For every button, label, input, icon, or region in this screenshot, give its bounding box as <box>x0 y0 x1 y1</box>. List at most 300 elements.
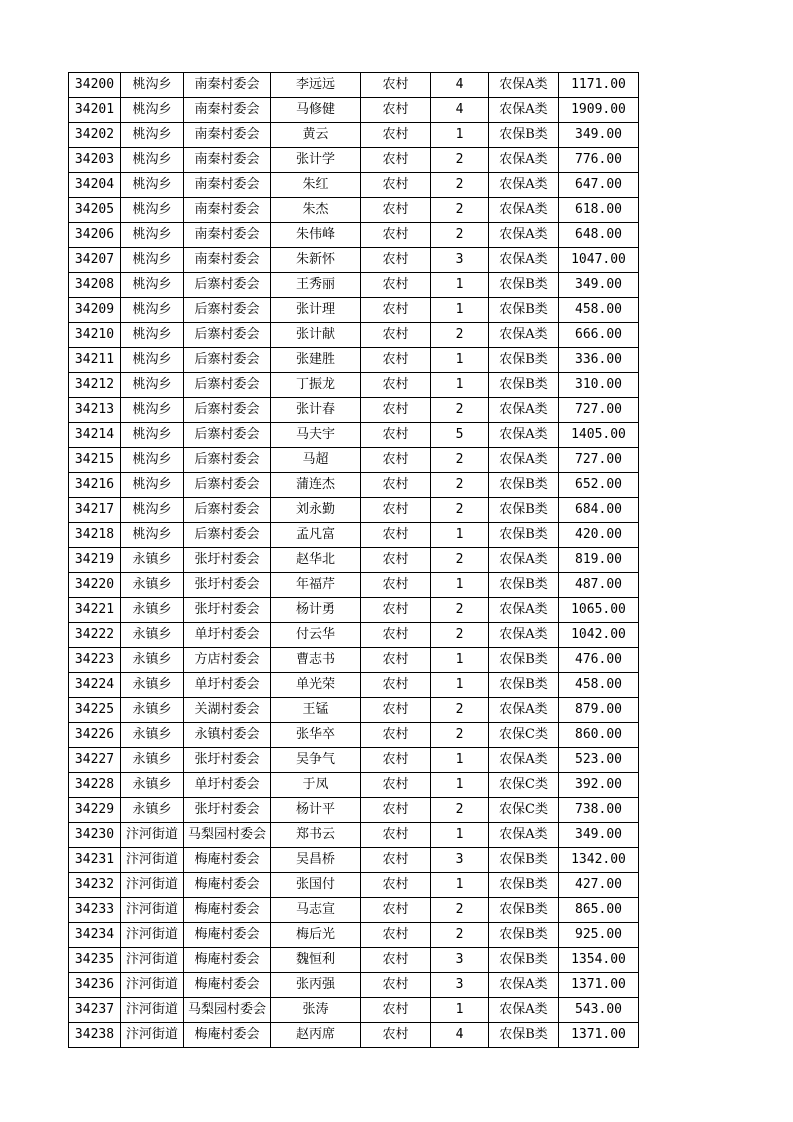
family-count-cell: 2 <box>431 923 489 948</box>
household-type-cell: 农村 <box>361 673 431 698</box>
record-id-cell: 34213 <box>69 398 121 423</box>
township-cell: 永镇乡 <box>121 798 184 823</box>
family-count-cell: 1 <box>431 123 489 148</box>
village-committee-cell: 南秦村委会 <box>184 73 271 98</box>
family-count-cell: 1 <box>431 348 489 373</box>
family-count-cell: 3 <box>431 973 489 998</box>
amount-cell: 618.00 <box>559 198 639 223</box>
person-name-cell: 曹志书 <box>271 648 361 673</box>
household-type-cell: 农村 <box>361 323 431 348</box>
table-row <box>69 123 639 148</box>
amount-cell: 349.00 <box>559 273 639 298</box>
village-committee-cell: 单圩村委会 <box>184 673 271 698</box>
amount-cell: 652.00 <box>559 473 639 498</box>
family-count-cell: 1 <box>431 873 489 898</box>
township-cell: 桃沟乡 <box>121 323 184 348</box>
table-row <box>69 423 639 448</box>
amount-cell: 427.00 <box>559 873 639 898</box>
record-id-cell: 34230 <box>69 823 121 848</box>
family-count-cell: 2 <box>431 148 489 173</box>
person-name-cell: 单光荣 <box>271 673 361 698</box>
amount-cell: 1909.00 <box>559 98 639 123</box>
person-name-cell: 吴昌桥 <box>271 848 361 873</box>
amount-cell: 879.00 <box>559 698 639 723</box>
record-id-cell: 34225 <box>69 698 121 723</box>
village-committee-cell: 后寨村委会 <box>184 498 271 523</box>
table-row <box>69 873 639 898</box>
table-row <box>69 748 639 773</box>
household-type-cell: 农村 <box>361 223 431 248</box>
insurance-category-cell: 农保A类 <box>489 148 559 173</box>
insurance-category-cell: 农保A类 <box>489 73 559 98</box>
township-cell: 桃沟乡 <box>121 423 184 448</box>
person-name-cell: 杨计平 <box>271 798 361 823</box>
village-committee-cell: 后寨村委会 <box>184 323 271 348</box>
township-cell: 永镇乡 <box>121 648 184 673</box>
household-type-cell: 农村 <box>361 173 431 198</box>
township-cell: 桃沟乡 <box>121 523 184 548</box>
person-name-cell: 郑书云 <box>271 823 361 848</box>
household-type-cell: 农村 <box>361 98 431 123</box>
household-type-cell: 农村 <box>361 198 431 223</box>
record-id-cell: 34202 <box>69 123 121 148</box>
table-row <box>69 723 639 748</box>
table-row <box>69 623 639 648</box>
family-count-cell: 1 <box>431 773 489 798</box>
township-cell: 桃沟乡 <box>121 173 184 198</box>
amount-cell: 310.00 <box>559 373 639 398</box>
amount-cell: 1042.00 <box>559 623 639 648</box>
record-id-cell: 34224 <box>69 673 121 698</box>
household-type-cell: 农村 <box>361 523 431 548</box>
household-type-cell: 农村 <box>361 623 431 648</box>
township-cell: 桃沟乡 <box>121 498 184 523</box>
family-count-cell: 2 <box>431 398 489 423</box>
household-type-cell: 农村 <box>361 723 431 748</box>
township-cell: 汴河街道 <box>121 973 184 998</box>
village-committee-cell: 梅庵村委会 <box>184 923 271 948</box>
insurance-category-cell: 农保A类 <box>489 323 559 348</box>
township-cell: 汴河街道 <box>121 923 184 948</box>
family-count-cell: 1 <box>431 998 489 1023</box>
township-cell: 永镇乡 <box>121 723 184 748</box>
family-count-cell: 2 <box>431 798 489 823</box>
record-id-cell: 34200 <box>69 73 121 98</box>
table-row <box>69 98 639 123</box>
record-id-cell: 34234 <box>69 923 121 948</box>
family-count-cell: 2 <box>431 598 489 623</box>
insurance-category-cell: 农保B类 <box>489 523 559 548</box>
amount-cell: 647.00 <box>559 173 639 198</box>
household-type-cell: 农村 <box>361 148 431 173</box>
household-type-cell: 农村 <box>361 698 431 723</box>
village-committee-cell: 永镇村委会 <box>184 723 271 748</box>
amount-cell: 336.00 <box>559 348 639 373</box>
amount-cell: 925.00 <box>559 923 639 948</box>
village-committee-cell: 南秦村委会 <box>184 173 271 198</box>
insurance-category-cell: 农保A类 <box>489 223 559 248</box>
person-name-cell: 孟凡富 <box>271 523 361 548</box>
insurance-category-cell: 农保A类 <box>489 748 559 773</box>
insurance-category-cell: 农保C类 <box>489 723 559 748</box>
family-count-cell: 1 <box>431 273 489 298</box>
table-row <box>69 148 639 173</box>
table-row <box>69 73 639 98</box>
township-cell: 桃沟乡 <box>121 448 184 473</box>
record-id-cell: 34222 <box>69 623 121 648</box>
household-type-cell: 农村 <box>361 848 431 873</box>
family-count-cell: 5 <box>431 423 489 448</box>
family-count-cell: 2 <box>431 198 489 223</box>
township-cell: 桃沟乡 <box>121 148 184 173</box>
amount-cell: 738.00 <box>559 798 639 823</box>
person-name-cell: 蒲连杰 <box>271 473 361 498</box>
table-row <box>69 198 639 223</box>
table-row <box>69 298 639 323</box>
household-type-cell: 农村 <box>361 798 431 823</box>
amount-cell: 1371.00 <box>559 973 639 998</box>
record-id-cell: 34220 <box>69 573 121 598</box>
person-name-cell: 年福芹 <box>271 573 361 598</box>
amount-cell: 543.00 <box>559 998 639 1023</box>
insurance-category-cell: 农保A类 <box>489 548 559 573</box>
township-cell: 永镇乡 <box>121 673 184 698</box>
family-count-cell: 4 <box>431 98 489 123</box>
insurance-category-cell: 农保B类 <box>489 673 559 698</box>
person-name-cell: 魏恒利 <box>271 948 361 973</box>
village-committee-cell: 梅庵村委会 <box>184 848 271 873</box>
table-row <box>69 848 639 873</box>
household-type-cell: 农村 <box>361 898 431 923</box>
village-committee-cell: 梅庵村委会 <box>184 973 271 998</box>
record-id-cell: 34205 <box>69 198 121 223</box>
record-id-cell: 34223 <box>69 648 121 673</box>
insurance-category-cell: 农保B类 <box>489 848 559 873</box>
record-id-cell: 34231 <box>69 848 121 873</box>
village-committee-cell: 梅庵村委会 <box>184 948 271 973</box>
amount-cell: 349.00 <box>559 123 639 148</box>
household-type-cell: 农村 <box>361 73 431 98</box>
township-cell: 汴河街道 <box>121 823 184 848</box>
village-committee-cell: 张圩村委会 <box>184 573 271 598</box>
amount-cell: 1371.00 <box>559 1023 639 1048</box>
household-type-cell: 农村 <box>361 448 431 473</box>
family-count-cell: 2 <box>431 498 489 523</box>
person-name-cell: 张建胜 <box>271 348 361 373</box>
township-cell: 汴河街道 <box>121 873 184 898</box>
village-committee-cell: 后寨村委会 <box>184 423 271 448</box>
record-id-cell: 34209 <box>69 298 121 323</box>
table-row <box>69 598 639 623</box>
person-name-cell: 付云华 <box>271 623 361 648</box>
village-committee-cell: 南秦村委会 <box>184 123 271 148</box>
record-id-cell: 34221 <box>69 598 121 623</box>
family-count-cell: 2 <box>431 723 489 748</box>
household-type-cell: 农村 <box>361 348 431 373</box>
amount-cell: 1047.00 <box>559 248 639 273</box>
township-cell: 桃沟乡 <box>121 348 184 373</box>
family-count-cell: 2 <box>431 623 489 648</box>
family-count-cell: 2 <box>431 548 489 573</box>
amount-cell: 1405.00 <box>559 423 639 448</box>
amount-cell: 1354.00 <box>559 948 639 973</box>
table-row <box>69 673 639 698</box>
record-id-cell: 34228 <box>69 773 121 798</box>
table-row <box>69 498 639 523</box>
insurance-category-cell: 农保B类 <box>489 498 559 523</box>
table-row <box>69 773 639 798</box>
family-count-cell: 1 <box>431 298 489 323</box>
table-row <box>69 398 639 423</box>
amount-cell: 1342.00 <box>559 848 639 873</box>
family-count-cell: 1 <box>431 573 489 598</box>
township-cell: 永镇乡 <box>121 698 184 723</box>
table-row <box>69 448 639 473</box>
household-type-cell: 农村 <box>361 973 431 998</box>
household-type-cell: 农村 <box>361 248 431 273</box>
household-type-cell: 农村 <box>361 598 431 623</box>
township-cell: 汴河街道 <box>121 998 184 1023</box>
record-id-cell: 34236 <box>69 973 121 998</box>
insurance-category-cell: 农保A类 <box>489 173 559 198</box>
record-id-cell: 34201 <box>69 98 121 123</box>
village-committee-cell: 后寨村委会 <box>184 273 271 298</box>
household-type-cell: 农村 <box>361 748 431 773</box>
village-committee-cell: 单圩村委会 <box>184 623 271 648</box>
amount-cell: 349.00 <box>559 823 639 848</box>
insurance-category-cell: 农保B类 <box>489 873 559 898</box>
record-id-cell: 34235 <box>69 948 121 973</box>
amount-cell: 523.00 <box>559 748 639 773</box>
record-id-cell: 34233 <box>69 898 121 923</box>
record-id-cell: 34217 <box>69 498 121 523</box>
insurance-category-cell: 农保B类 <box>489 273 559 298</box>
record-id-cell: 34210 <box>69 323 121 348</box>
table-row <box>69 523 639 548</box>
person-name-cell: 张丙强 <box>271 973 361 998</box>
village-committee-cell: 后寨村委会 <box>184 448 271 473</box>
person-name-cell: 赵华北 <box>271 548 361 573</box>
person-name-cell: 李远远 <box>271 73 361 98</box>
person-name-cell: 刘永勤 <box>271 498 361 523</box>
record-id-cell: 34227 <box>69 748 121 773</box>
person-name-cell: 吴争气 <box>271 748 361 773</box>
household-type-cell: 农村 <box>361 423 431 448</box>
township-cell: 桃沟乡 <box>121 248 184 273</box>
person-name-cell: 朱红 <box>271 173 361 198</box>
village-committee-cell: 梅庵村委会 <box>184 873 271 898</box>
household-type-cell: 农村 <box>361 123 431 148</box>
person-name-cell: 王秀丽 <box>271 273 361 298</box>
person-name-cell: 张计学 <box>271 148 361 173</box>
insurance-category-cell: 农保B类 <box>489 923 559 948</box>
insurance-category-cell: 农保A类 <box>489 598 559 623</box>
household-type-cell: 农村 <box>361 373 431 398</box>
family-count-cell: 3 <box>431 248 489 273</box>
record-id-cell: 34212 <box>69 373 121 398</box>
person-name-cell: 张国付 <box>271 873 361 898</box>
amount-cell: 1065.00 <box>559 598 639 623</box>
record-id-cell: 34211 <box>69 348 121 373</box>
insurance-category-cell: 农保C类 <box>489 798 559 823</box>
insurance-category-cell: 农保B类 <box>489 473 559 498</box>
village-committee-cell: 马梨园村委会 <box>184 998 271 1023</box>
household-type-cell: 农村 <box>361 298 431 323</box>
person-name-cell: 张计春 <box>271 398 361 423</box>
household-type-cell: 农村 <box>361 498 431 523</box>
village-committee-cell: 南秦村委会 <box>184 148 271 173</box>
person-name-cell: 张涛 <box>271 998 361 1023</box>
person-name-cell: 马志宣 <box>271 898 361 923</box>
person-name-cell: 朱杰 <box>271 198 361 223</box>
township-cell: 桃沟乡 <box>121 98 184 123</box>
person-name-cell: 朱新怀 <box>271 248 361 273</box>
household-type-cell: 农村 <box>361 873 431 898</box>
data-table <box>68 72 639 1048</box>
person-name-cell: 梅后光 <box>271 923 361 948</box>
family-count-cell: 1 <box>431 648 489 673</box>
township-cell: 桃沟乡 <box>121 198 184 223</box>
village-committee-cell: 方店村委会 <box>184 648 271 673</box>
table-row <box>69 548 639 573</box>
village-committee-cell: 南秦村委会 <box>184 223 271 248</box>
insurance-category-cell: 农保B类 <box>489 298 559 323</box>
household-type-cell: 农村 <box>361 823 431 848</box>
record-id-cell: 34216 <box>69 473 121 498</box>
amount-cell: 1171.00 <box>559 73 639 98</box>
table-row <box>69 648 639 673</box>
table-row <box>69 173 639 198</box>
amount-cell: 476.00 <box>559 648 639 673</box>
family-count-cell: 3 <box>431 948 489 973</box>
township-cell: 永镇乡 <box>121 623 184 648</box>
record-id-cell: 34218 <box>69 523 121 548</box>
village-committee-cell: 后寨村委会 <box>184 473 271 498</box>
record-id-cell: 34237 <box>69 998 121 1023</box>
family-count-cell: 2 <box>431 448 489 473</box>
insurance-category-cell: 农保A类 <box>489 698 559 723</box>
table-row <box>69 473 639 498</box>
insurance-category-cell: 农保A类 <box>489 98 559 123</box>
table-row <box>69 248 639 273</box>
person-name-cell: 马修健 <box>271 98 361 123</box>
amount-cell: 392.00 <box>559 773 639 798</box>
insurance-category-cell: 农保A类 <box>489 398 559 423</box>
township-cell: 桃沟乡 <box>121 298 184 323</box>
family-count-cell: 2 <box>431 698 489 723</box>
record-id-cell: 34214 <box>69 423 121 448</box>
township-cell: 桃沟乡 <box>121 273 184 298</box>
record-id-cell: 34206 <box>69 223 121 248</box>
person-name-cell: 杨计勇 <box>271 598 361 623</box>
amount-cell: 666.00 <box>559 323 639 348</box>
family-count-cell: 1 <box>431 673 489 698</box>
insurance-category-cell: 农保A类 <box>489 248 559 273</box>
household-type-cell: 农村 <box>361 273 431 298</box>
table-row <box>69 698 639 723</box>
household-type-cell: 农村 <box>361 998 431 1023</box>
table-row <box>69 573 639 598</box>
record-id-cell: 34219 <box>69 548 121 573</box>
village-committee-cell: 张圩村委会 <box>184 598 271 623</box>
person-name-cell: 张华卒 <box>271 723 361 748</box>
insurance-category-cell: 农保B类 <box>489 373 559 398</box>
insurance-category-cell: 农保B类 <box>489 1023 559 1048</box>
household-type-cell: 农村 <box>361 773 431 798</box>
village-committee-cell: 南秦村委会 <box>184 198 271 223</box>
amount-cell: 458.00 <box>559 298 639 323</box>
village-committee-cell: 张圩村委会 <box>184 798 271 823</box>
person-name-cell: 丁振龙 <box>271 373 361 398</box>
person-name-cell: 张计献 <box>271 323 361 348</box>
table-row <box>69 973 639 998</box>
household-type-cell: 农村 <box>361 573 431 598</box>
amount-cell: 727.00 <box>559 398 639 423</box>
township-cell: 永镇乡 <box>121 748 184 773</box>
record-id-cell: 34208 <box>69 273 121 298</box>
insurance-category-cell: 农保A类 <box>489 198 559 223</box>
household-type-cell: 农村 <box>361 948 431 973</box>
township-cell: 汴河街道 <box>121 1023 184 1048</box>
household-type-cell: 农村 <box>361 1023 431 1048</box>
table-row <box>69 373 639 398</box>
insurance-category-cell: 农保A类 <box>489 623 559 648</box>
record-id-cell: 34232 <box>69 873 121 898</box>
family-count-cell: 2 <box>431 898 489 923</box>
family-count-cell: 1 <box>431 523 489 548</box>
village-committee-cell: 马梨园村委会 <box>184 823 271 848</box>
village-committee-cell: 张圩村委会 <box>184 548 271 573</box>
household-type-cell: 农村 <box>361 923 431 948</box>
person-name-cell: 朱伟峰 <box>271 223 361 248</box>
record-id-cell: 34215 <box>69 448 121 473</box>
insurance-category-cell: 农保B类 <box>489 948 559 973</box>
household-type-cell: 农村 <box>361 473 431 498</box>
township-cell: 汴河街道 <box>121 948 184 973</box>
amount-cell: 684.00 <box>559 498 639 523</box>
village-committee-cell: 关湖村委会 <box>184 698 271 723</box>
village-committee-cell: 后寨村委会 <box>184 373 271 398</box>
insurance-category-cell: 农保A类 <box>489 423 559 448</box>
village-committee-cell: 后寨村委会 <box>184 298 271 323</box>
table-row <box>69 273 639 298</box>
table-row <box>69 1023 639 1048</box>
table-row <box>69 923 639 948</box>
person-name-cell: 马夫宇 <box>271 423 361 448</box>
person-name-cell: 赵丙席 <box>271 1023 361 1048</box>
insurance-category-cell: 农保B类 <box>489 898 559 923</box>
household-type-cell: 农村 <box>361 548 431 573</box>
amount-cell: 420.00 <box>559 523 639 548</box>
insurance-category-cell: 农保B类 <box>489 348 559 373</box>
table-row <box>69 798 639 823</box>
table-row <box>69 348 639 373</box>
township-cell: 桃沟乡 <box>121 73 184 98</box>
person-name-cell: 王锰 <box>271 698 361 723</box>
township-cell: 桃沟乡 <box>121 123 184 148</box>
record-id-cell: 34229 <box>69 798 121 823</box>
record-id-cell: 34203 <box>69 148 121 173</box>
amount-cell: 860.00 <box>559 723 639 748</box>
insurance-category-cell: 农保A类 <box>489 823 559 848</box>
table-row <box>69 823 639 848</box>
township-cell: 汴河街道 <box>121 848 184 873</box>
village-committee-cell: 梅庵村委会 <box>184 898 271 923</box>
person-name-cell: 张计理 <box>271 298 361 323</box>
record-id-cell: 34238 <box>69 1023 121 1048</box>
amount-cell: 458.00 <box>559 673 639 698</box>
family-count-cell: 1 <box>431 373 489 398</box>
